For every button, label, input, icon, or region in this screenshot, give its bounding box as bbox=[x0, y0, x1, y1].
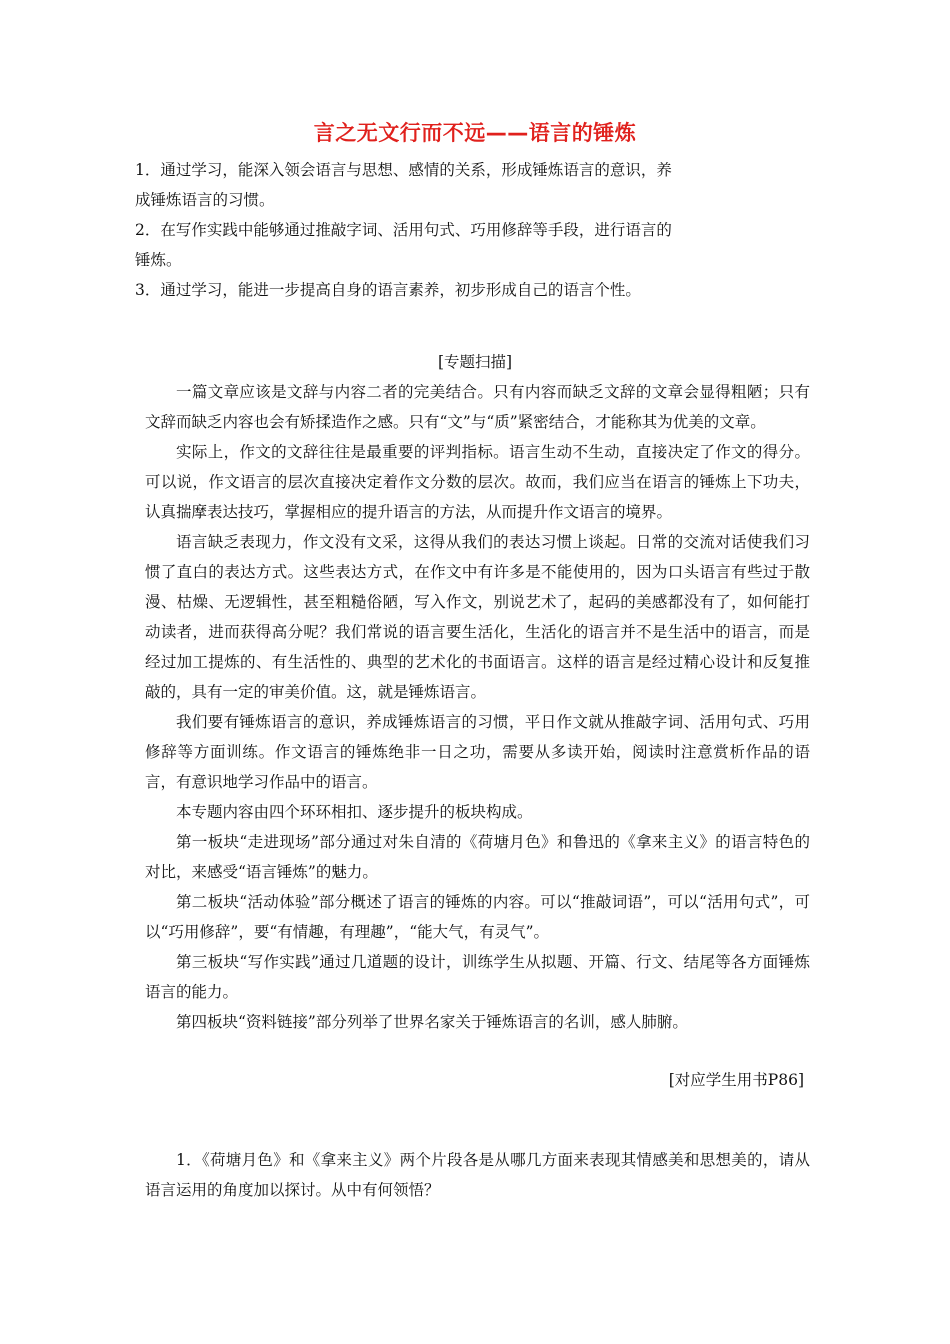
question-block bbox=[145, 1145, 810, 1205]
question-text: 1．《荷塘月色》和《拿来主义》两个片段各是从哪几方面来表现其情感美和思想美的，请从语言运用的角度加以探讨。从中有何领悟？ bbox=[145, 1151, 810, 1199]
paragraph: 第四板块“资料链接”部分列举了世界名家关于锤炼语言的名训，感人肺腑。 bbox=[176, 1013, 688, 1031]
paragraph: 语言缺乏表现力，作文没有文采，这得从我们的表达习惯上谈起。日常的交流对话使我们习惯了直白的表达方式。这些表达方式，在作文中有许多是不能使用的，因为口头语言有些过于散漫、枯燥、无逻辑性，甚至粗糙俗陋，写入作文，别说艺术了，起码的美感都没有了，如何能打动读者，进而获得高分呢？我们常说的语言要生活化，生活化的语言并不是生活中的语言，而是经过加工提炼的、有生活性的、典型的艺术化的书面语言。这样的语言是经过精心设计和反复推敲的，具有一定的审美价值。这，就是锤炼语言。 bbox=[145, 533, 810, 701]
paragraph: 第一板块“走进现场”部分通过对朱自清的《荷塘月色》和鲁迅的《拿来主义》的语言特色的对比，来感受“语言锤炼”的魅力。 bbox=[145, 833, 810, 881]
section-label: [专题扫描] bbox=[437, 353, 513, 371]
paragraph: 本专题内容由四个环环相扣、逐步提升的板块构成。 bbox=[176, 803, 533, 821]
paragraph: 第二板块“活动体验”部分概述了语言的锤炼的内容。可以“推敲词语”，可以“活用句式”，可以“巧用修辞”，要“有情趣，有理趣”，“能大气，有灵气”。 bbox=[145, 893, 810, 941]
learning-objectives bbox=[135, 155, 675, 305]
body-text bbox=[145, 377, 810, 1037]
objective-item: 2．在写作实践中能够通过推敲字词、活用句式、巧用修辞等手段，进行语言的锤炼。 bbox=[135, 221, 672, 269]
paragraph: 我们要有锤炼语言的意识，养成锤炼语言的习惯，平日作文就从推敲字词、活用句式、巧用修辞等方面训练。作文语言的锤炼绝非一日之功，需要从多读开始，阅读时注意赏析作品的语言，有意识地学习作品中的语言。 bbox=[145, 713, 810, 791]
paragraph: 第三板块“写作实践”通过几道题的设计，训练学生从拟题、开篇、行文、结尾等各方面锤炼语言的能力。 bbox=[145, 953, 810, 1001]
book-reference: [对应学生用书P86] bbox=[668, 1071, 804, 1089]
objective-item: 3．通过学习，能进一步提高自身的语言素养，初步形成自己的语言个性。 bbox=[135, 281, 641, 299]
paragraph: 一篇文章应该是文辞与内容二者的完美结合。只有内容而缺乏文辞的文章会显得粗陋；只有文辞而缺乏内容也会有矫揉造作之感。只有“文”与“质”紧密结合，才能称其为优美的文章。 bbox=[145, 383, 810, 431]
paragraph: 实际上，作文的文辞往往是最重要的评判指标。语言生动不生动，直接决定了作文的得分。可以说，作文语言的层次直接决定着作文分数的层次。故而，我们应当在语言的锤炼上下功夫，认真揣摩表达技巧，掌握相应的提升语言的方法，从而提升作文语言的境界。 bbox=[145, 443, 810, 521]
objective-item: 1．通过学习，能深入领会语言与思想、感情的关系，形成锤炼语言的意识，养成锤炼语言的习惯。 bbox=[135, 161, 672, 209]
document-title: 言之无文行而不远——语言的锤炼 bbox=[313, 121, 637, 145]
